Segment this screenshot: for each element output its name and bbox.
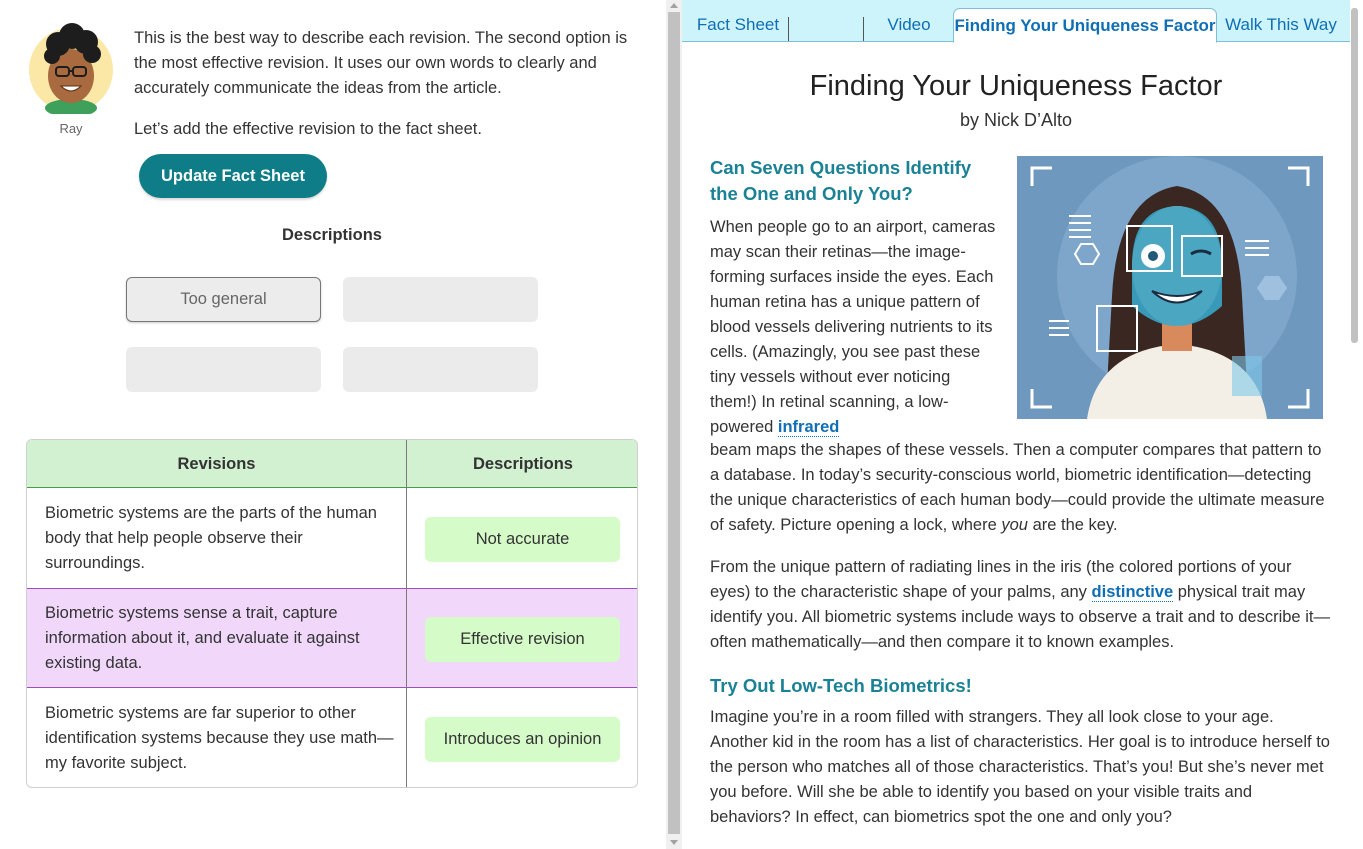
paragraph-text: physical trait may identify you. All biometric systems include ways to observe a trait and to describe it—often mathematically—and then compare it to known examples.	[710, 583, 1330, 651]
tutor-avatar	[28, 18, 116, 114]
descriptions-heading: Descriptions	[282, 226, 382, 244]
description-chip[interactable]: Not accurate	[425, 517, 620, 562]
tab-walk-this-way[interactable]: Walk This Way	[1225, 15, 1337, 34]
tutor-message: This is the best way to describe each revision. The second option is the most effective revision. It uses our own words to clearly and accurately communicate the ideas from the article.	[134, 29, 628, 97]
resource-tabs	[682, 0, 1350, 42]
article-paragraph-2	[710, 555, 1330, 655]
column-divider	[406, 440, 407, 788]
header-revisions: Revisions	[177, 454, 256, 473]
description-slot-empty[interactable]	[343, 347, 538, 392]
revision-text: Biometric systems sense a trait, capture information about it, and evaluate it against existing data.	[45, 604, 360, 672]
article-paragraph-1-start	[710, 215, 1000, 440]
article-author: by Nick D’Alto	[959, 110, 1073, 130]
tab-video[interactable]: Video	[887, 15, 931, 34]
description-slot-empty[interactable]	[126, 347, 321, 392]
activity-panel	[0, 0, 666, 849]
revision-text: Biometric systems are the parts of the human body that help people observe their surroundings.	[45, 504, 377, 572]
paragraph-text: beam maps the shapes of these vessels. Then a computer compares that pattern to a database. In today’s security-conscious world, biometric identification—detecting the unique characteristics of each human body—could provide the ultimate measure of safety. Picture opening a lock, where	[710, 441, 1325, 534]
revisions-table	[26, 439, 638, 788]
paragraph-text: are the key.	[1032, 516, 1118, 534]
tab-divider	[863, 17, 864, 41]
header-descriptions: Descriptions	[473, 454, 573, 473]
update-fact-sheet-button[interactable]: Update Fact Sheet	[139, 154, 327, 198]
biometric-face-image	[1017, 156, 1323, 419]
tab-divider	[788, 17, 789, 41]
table-row-selected[interactable]	[27, 588, 638, 688]
emphasis-text: you	[1001, 516, 1028, 534]
tab-fact-sheet[interactable]: Fact Sheet	[696, 15, 780, 34]
paragraph-text: From the unique pattern of radiating lines in the iris (the colored portions of your eyes) to the characteristic shape of your palms, any	[710, 558, 1292, 601]
table-row[interactable]	[27, 689, 638, 788]
section-heading: Can Seven Questions Identify the One and Only You?	[710, 157, 972, 204]
panel-scrollbar-thumb[interactable]	[668, 12, 680, 834]
article-paragraph-3: Imagine you’re in a room filled with strangers. They all look close to your age. Another kid in the room has a list of characteristics. Her goal is to introduce herself to the person who matches all of those characteristics. That’s you! But she’s never met you before. Will she be able to identify you based on your visible traits and behaviors? In effect, can biometrics spot the one and only you?	[710, 708, 1330, 826]
description-slot-empty[interactable]	[343, 277, 538, 322]
description-chip[interactable]: Introduces an opinion	[425, 717, 620, 762]
paragraph-text: When people go to an airport, cameras may scan their retinas—the image-forming surfaces inside the eyes. Each human retina has a unique pattern of blood vessels delivering nutrients to its cells. (Amazingly, you see past these tiny vessels without ever noticing them!) In retinal scanning, a low-powered	[710, 218, 996, 436]
article-paragraph-1-end	[710, 438, 1330, 538]
article-panel	[682, 0, 1363, 849]
description-chip[interactable]: Effective revision	[425, 617, 620, 662]
scroll-down-icon[interactable]	[670, 840, 678, 845]
article-title: Finding Your Uniqueness Factor	[809, 70, 1223, 102]
tutor-name: Ray	[59, 121, 83, 136]
scroll-up-icon[interactable]	[670, 3, 678, 8]
tab-finding-your-uniqueness-factor[interactable]: Finding Your Uniqueness Factor	[953, 8, 1217, 43]
tutor-message-2: Let’s add the effective revision to the fact sheet.	[134, 120, 482, 138]
glossary-link-distinctive[interactable]: distinctive	[1091, 583, 1174, 601]
description-chip-too-general[interactable]: Too general	[126, 277, 321, 322]
glossary-link-infrared[interactable]: infrared	[777, 418, 840, 436]
revision-text: Biometric systems are far superior to other identification systems because they use math—my favorite subject.	[45, 704, 394, 772]
table-header	[27, 440, 638, 488]
article-scrollbar-thumb[interactable]	[1351, 8, 1358, 343]
section-heading: Try Out Low-Tech Biometrics!	[710, 675, 972, 696]
table-row[interactable]	[27, 489, 638, 589]
